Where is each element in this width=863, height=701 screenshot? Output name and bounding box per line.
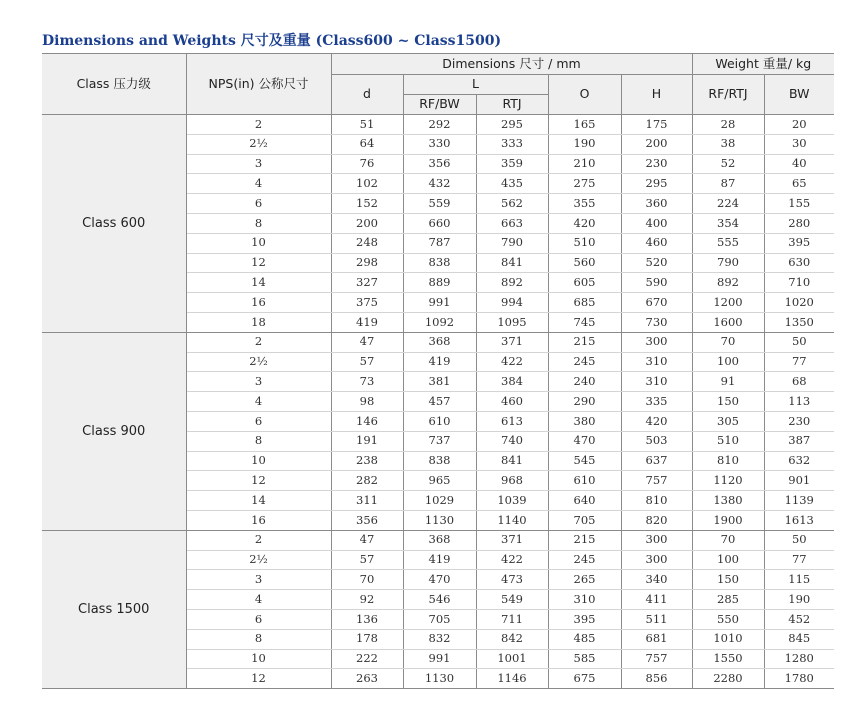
- table-cell: 2½: [186, 352, 331, 372]
- table-cell: 510: [548, 233, 621, 253]
- table-cell: 395: [548, 609, 621, 629]
- table-cell: 520: [621, 253, 692, 273]
- table-cell: 757: [621, 649, 692, 669]
- table-cell: 1029: [403, 491, 476, 511]
- table-cell: 685: [548, 293, 621, 313]
- table-cell: 113: [764, 392, 834, 412]
- table-cell: 841: [476, 451, 548, 471]
- table-cell: 47: [331, 332, 403, 352]
- table-cell: 4: [186, 174, 331, 194]
- table-cell: 215: [548, 332, 621, 352]
- table-cell: 136: [331, 609, 403, 629]
- table-cell: 65: [764, 174, 834, 194]
- table-cell: 381: [403, 372, 476, 392]
- header-l: L: [403, 75, 548, 95]
- table-cell: 675: [548, 669, 621, 689]
- table-cell: 740: [476, 431, 548, 451]
- table-cell: 310: [621, 372, 692, 392]
- table-cell: 14: [186, 273, 331, 293]
- table-cell: 230: [764, 411, 834, 431]
- table-cell: 610: [403, 411, 476, 431]
- header-weight-rfrtj: RF/RTJ: [692, 75, 764, 115]
- table-cell: 605: [548, 273, 621, 293]
- header-o: O: [548, 75, 621, 115]
- table-cell: 295: [476, 115, 548, 135]
- header-nps: NPS(in) 公称尺寸: [186, 54, 331, 115]
- table-cell: 91: [692, 372, 764, 392]
- table-cell: 359: [476, 154, 548, 174]
- table-cell: 3: [186, 570, 331, 590]
- table-cell: 146: [331, 411, 403, 431]
- table-cell: 705: [548, 510, 621, 530]
- table-cell: 549: [476, 590, 548, 610]
- table-cell: 422: [476, 550, 548, 570]
- table-cell: 10: [186, 233, 331, 253]
- table-cell: 1010: [692, 629, 764, 649]
- table-cell: 460: [476, 392, 548, 412]
- table-cell: 380: [548, 411, 621, 431]
- table-cell: 670: [621, 293, 692, 313]
- table-cell: 3: [186, 154, 331, 174]
- table-cell: 991: [403, 293, 476, 313]
- table-cell: 892: [692, 273, 764, 293]
- table-cell: 711: [476, 609, 548, 629]
- table-cell: 630: [764, 253, 834, 273]
- table-cell: 1613: [764, 510, 834, 530]
- table-cell: 790: [692, 253, 764, 273]
- table-cell: 10: [186, 451, 331, 471]
- table-cell: 1020: [764, 293, 834, 313]
- table-cell: 10: [186, 649, 331, 669]
- table-cell: 280: [764, 213, 834, 233]
- table-cell: 6: [186, 194, 331, 214]
- table-cell: 8: [186, 431, 331, 451]
- table-cell: 710: [764, 273, 834, 293]
- table-body: [42, 115, 834, 689]
- table-cell: 335: [621, 392, 692, 412]
- table-cell: 559: [403, 194, 476, 214]
- table-cell: 8: [186, 213, 331, 233]
- table-row: [42, 115, 834, 135]
- table-cell: 590: [621, 273, 692, 293]
- table-cell: 470: [403, 570, 476, 590]
- table-cell: 18: [186, 312, 331, 332]
- table-cell: 73: [331, 372, 403, 392]
- table-cell: 354: [692, 213, 764, 233]
- table-row: [42, 530, 834, 550]
- table-cell: 1140: [476, 510, 548, 530]
- table-cell: 282: [331, 471, 403, 491]
- table-cell: 503: [621, 431, 692, 451]
- table-cell: 248: [331, 233, 403, 253]
- table-cell: 457: [403, 392, 476, 412]
- header-d: d: [331, 75, 403, 115]
- table-cell: 12: [186, 669, 331, 689]
- table-cell: 64: [331, 134, 403, 154]
- table-cell: 300: [621, 530, 692, 550]
- table-cell: 28: [692, 115, 764, 135]
- header-l-rtj: RTJ: [476, 95, 548, 115]
- table-cell: 191: [331, 431, 403, 451]
- table-cell: 745: [548, 312, 621, 332]
- table-cell: 375: [331, 293, 403, 313]
- table-cell: 2: [186, 115, 331, 135]
- table-cell: 265: [548, 570, 621, 590]
- table-cell: 200: [621, 134, 692, 154]
- table-cell: 820: [621, 510, 692, 530]
- table-cell: 6: [186, 609, 331, 629]
- table-cell: 965: [403, 471, 476, 491]
- table-cell: 190: [764, 590, 834, 610]
- table-cell: 613: [476, 411, 548, 431]
- table-cell: 485: [548, 629, 621, 649]
- table-cell: 300: [621, 550, 692, 570]
- table-cell: 77: [764, 550, 834, 570]
- table-cell: 263: [331, 669, 403, 689]
- table-cell: 790: [476, 233, 548, 253]
- table-cell: 435: [476, 174, 548, 194]
- table-cell: 3: [186, 372, 331, 392]
- table-cell: 1780: [764, 669, 834, 689]
- table-cell: 550: [692, 609, 764, 629]
- table-cell: 305: [692, 411, 764, 431]
- table-cell: 1600: [692, 312, 764, 332]
- table-cell: 16: [186, 293, 331, 313]
- table-cell: 356: [331, 510, 403, 530]
- table-cell: 856: [621, 669, 692, 689]
- table-cell: 285: [692, 590, 764, 610]
- table-cell: 838: [403, 451, 476, 471]
- table-cell: 460: [621, 233, 692, 253]
- table-cell: 4: [186, 392, 331, 412]
- table-cell: 901: [764, 471, 834, 491]
- table-cell: 1146: [476, 669, 548, 689]
- table-cell: 210: [548, 154, 621, 174]
- table-cell: 420: [621, 411, 692, 431]
- table-cell: 545: [548, 451, 621, 471]
- table-cell: 16: [186, 510, 331, 530]
- table-cell: 224: [692, 194, 764, 214]
- table-cell: 511: [621, 609, 692, 629]
- table-cell: 240: [548, 372, 621, 392]
- table-cell: 585: [548, 649, 621, 669]
- table-cell: 560: [548, 253, 621, 273]
- table-cell: 371: [476, 530, 548, 550]
- table-cell: 889: [403, 273, 476, 293]
- header-h: H: [621, 75, 692, 115]
- table-cell: 387: [764, 431, 834, 451]
- table-cell: 310: [621, 352, 692, 372]
- table-cell: 14: [186, 491, 331, 511]
- table-cell: 178: [331, 629, 403, 649]
- table-cell: 245: [548, 550, 621, 570]
- table-cell: 2½: [186, 550, 331, 570]
- table-cell: 757: [621, 471, 692, 491]
- table-cell: 562: [476, 194, 548, 214]
- table-cell: 845: [764, 629, 834, 649]
- table-cell: 384: [476, 372, 548, 392]
- table-cell: 100: [692, 352, 764, 372]
- header-l-rfbw: RF/BW: [403, 95, 476, 115]
- table-cell: 832: [403, 629, 476, 649]
- table-cell: 70: [692, 530, 764, 550]
- table-cell: 20: [764, 115, 834, 135]
- table-cell: 1130: [403, 510, 476, 530]
- table-cell: 8: [186, 629, 331, 649]
- table-cell: 298: [331, 253, 403, 273]
- table-cell: 12: [186, 471, 331, 491]
- table-cell: 292: [403, 115, 476, 135]
- table-cell: 152: [331, 194, 403, 214]
- table-cell: 100: [692, 550, 764, 570]
- table-cell: 660: [403, 213, 476, 233]
- table-cell: 327: [331, 273, 403, 293]
- table-cell: 1092: [403, 312, 476, 332]
- table-cell: 2: [186, 332, 331, 352]
- header-weight-bw: BW: [764, 75, 834, 115]
- table-cell: 892: [476, 273, 548, 293]
- table-cell: 360: [621, 194, 692, 214]
- table-cell: 510: [692, 431, 764, 451]
- table-cell: 311: [331, 491, 403, 511]
- table-cell: 637: [621, 451, 692, 471]
- table-cell: 165: [548, 115, 621, 135]
- table-cell: 356: [403, 154, 476, 174]
- table-cell: 12: [186, 253, 331, 273]
- table-cell: 47: [331, 530, 403, 550]
- table-cell: 419: [331, 312, 403, 332]
- table-cell: 300: [621, 332, 692, 352]
- class-group-label: Class 900: [42, 332, 186, 530]
- table-cell: 838: [403, 253, 476, 273]
- table-cell: 368: [403, 530, 476, 550]
- table-cell: 40: [764, 154, 834, 174]
- table-cell: 787: [403, 233, 476, 253]
- table-cell: 275: [548, 174, 621, 194]
- table-cell: 422: [476, 352, 548, 372]
- table-cell: 150: [692, 392, 764, 412]
- table-cell: 77: [764, 352, 834, 372]
- table-cell: 371: [476, 332, 548, 352]
- table-row: [42, 332, 834, 352]
- table-cell: 1120: [692, 471, 764, 491]
- table-cell: 368: [403, 332, 476, 352]
- table-cell: 1139: [764, 491, 834, 511]
- table-cell: 842: [476, 629, 548, 649]
- table-cell: 245: [548, 352, 621, 372]
- table-cell: 310: [548, 590, 621, 610]
- table-cell: 57: [331, 550, 403, 570]
- table-cell: 230: [621, 154, 692, 174]
- table-cell: 432: [403, 174, 476, 194]
- table-cell: 991: [403, 649, 476, 669]
- table-cell: 546: [403, 590, 476, 610]
- table-cell: 98: [331, 392, 403, 412]
- table-cell: 70: [692, 332, 764, 352]
- table-cell: 2280: [692, 669, 764, 689]
- table-cell: 400: [621, 213, 692, 233]
- table-cell: 994: [476, 293, 548, 313]
- table-cell: 1280: [764, 649, 834, 669]
- table-cell: 419: [403, 352, 476, 372]
- table-cell: 411: [621, 590, 692, 610]
- table-cell: 470: [548, 431, 621, 451]
- table-cell: 2½: [186, 134, 331, 154]
- table-cell: 4: [186, 590, 331, 610]
- table-cell: 70: [331, 570, 403, 590]
- table-cell: 57: [331, 352, 403, 372]
- table-cell: 200: [331, 213, 403, 233]
- table-cell: 1550: [692, 649, 764, 669]
- table-cell: 1380: [692, 491, 764, 511]
- page-title: Dimensions and Weights 尺寸及重量 (Class600 ~ Class1500): [42, 33, 502, 49]
- table-cell: 420: [548, 213, 621, 233]
- table-cell: 330: [403, 134, 476, 154]
- table-cell: 355: [548, 194, 621, 214]
- table-cell: 473: [476, 570, 548, 590]
- table-cell: 968: [476, 471, 548, 491]
- table-cell: 52: [692, 154, 764, 174]
- table-cell: 155: [764, 194, 834, 214]
- table-cell: 395: [764, 233, 834, 253]
- table-cell: 640: [548, 491, 621, 511]
- class-group-label: Class 1500: [42, 530, 186, 688]
- table-cell: 705: [403, 609, 476, 629]
- dimensions-table: [42, 53, 834, 689]
- table-cell: 730: [621, 312, 692, 332]
- table-cell: 681: [621, 629, 692, 649]
- table-cell: 190: [548, 134, 621, 154]
- table-cell: 555: [692, 233, 764, 253]
- table-cell: 50: [764, 530, 834, 550]
- table-cell: 76: [331, 154, 403, 174]
- table-cell: 2: [186, 530, 331, 550]
- table-cell: 419: [403, 550, 476, 570]
- header-weight: Weight 重量/ kg: [692, 54, 834, 75]
- table-cell: 115: [764, 570, 834, 590]
- class-group-label: Class 600: [42, 115, 186, 333]
- table-cell: 340: [621, 570, 692, 590]
- table-cell: 737: [403, 431, 476, 451]
- table-cell: 841: [476, 253, 548, 273]
- table-cell: 810: [692, 451, 764, 471]
- table-cell: 102: [331, 174, 403, 194]
- table-cell: 1130: [403, 669, 476, 689]
- table-cell: 452: [764, 609, 834, 629]
- table-cell: 87: [692, 174, 764, 194]
- table-cell: 1200: [692, 293, 764, 313]
- table-cell: 810: [621, 491, 692, 511]
- table-cell: 215: [548, 530, 621, 550]
- header-dimensions: Dimensions 尺寸 / mm: [331, 54, 692, 75]
- table-cell: 1039: [476, 491, 548, 511]
- table-cell: 38: [692, 134, 764, 154]
- table-cell: 51: [331, 115, 403, 135]
- table-cell: 6: [186, 411, 331, 431]
- table-cell: 610: [548, 471, 621, 491]
- table-cell: 663: [476, 213, 548, 233]
- table-cell: 92: [331, 590, 403, 610]
- table-cell: 238: [331, 451, 403, 471]
- table-cell: 30: [764, 134, 834, 154]
- table-cell: 290: [548, 392, 621, 412]
- table-cell: 632: [764, 451, 834, 471]
- table-cell: 222: [331, 649, 403, 669]
- table-cell: 1095: [476, 312, 548, 332]
- table-cell: 1900: [692, 510, 764, 530]
- table-cell: 295: [621, 174, 692, 194]
- table-cell: 175: [621, 115, 692, 135]
- table-cell: 1001: [476, 649, 548, 669]
- table-cell: 68: [764, 372, 834, 392]
- table-cell: 1350: [764, 312, 834, 332]
- table-cell: 50: [764, 332, 834, 352]
- table-cell: 150: [692, 570, 764, 590]
- table-cell: 333: [476, 134, 548, 154]
- header-class: Class 压力级: [42, 54, 186, 115]
